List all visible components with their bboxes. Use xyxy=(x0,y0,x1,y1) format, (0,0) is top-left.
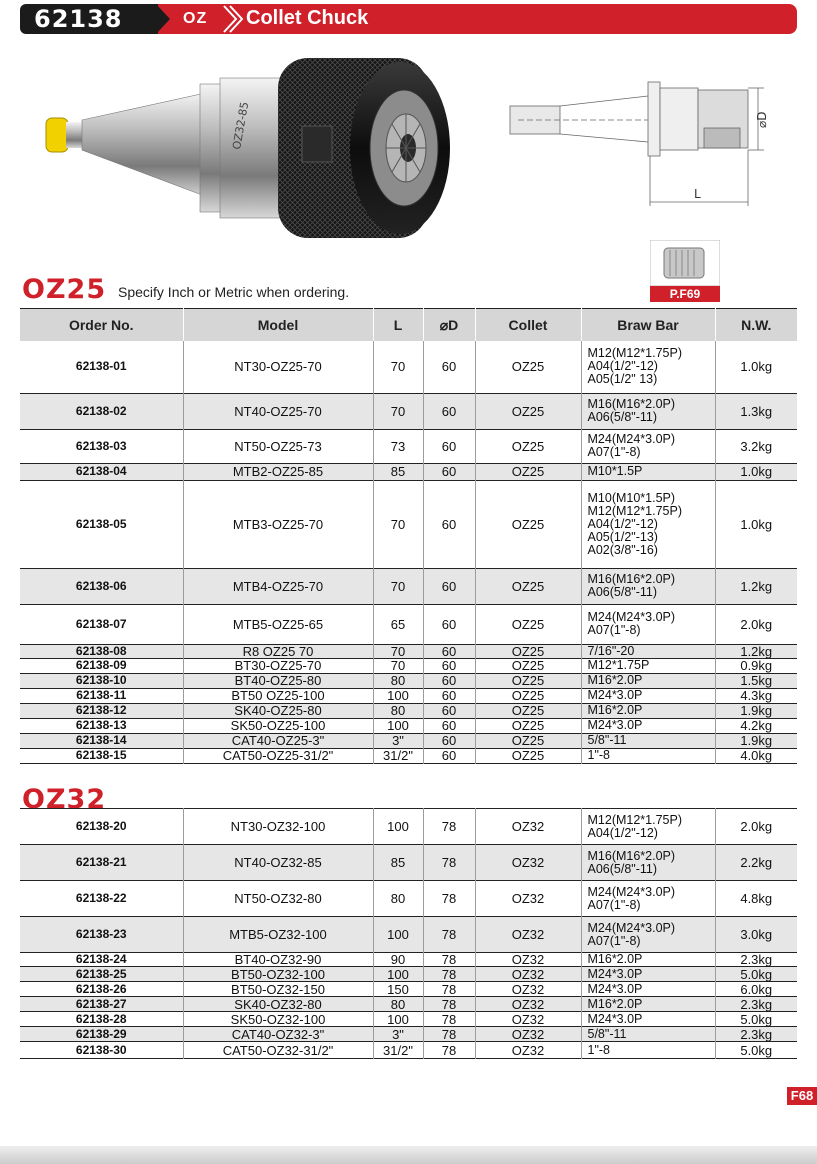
collet-cell: OZ25 xyxy=(475,393,581,429)
model-cell: MTB5-OZ32-100 xyxy=(183,917,373,953)
length-cell: 100 xyxy=(373,809,423,845)
table-row xyxy=(20,1042,797,1059)
order-no-cell: 62138-02 xyxy=(20,393,183,429)
diameter-cell: 78 xyxy=(423,809,475,845)
header-arrow xyxy=(156,4,170,34)
model-cell: NT40-OZ32-85 xyxy=(183,845,373,881)
length-cell: 70 xyxy=(373,393,423,429)
order-no-cell: 62138-21 xyxy=(20,845,183,881)
draw-bar-line: M10(M10*1.5P) xyxy=(587,490,676,505)
draw-bar-cell xyxy=(581,748,715,763)
length-cell: 150 xyxy=(373,982,423,997)
diameter-cell: 60 xyxy=(423,604,475,644)
draw-bar-line: A07(1"-8) xyxy=(587,445,641,459)
diameter-label: ⌀D xyxy=(755,111,769,128)
order-no-cell: 62138-05 xyxy=(75,516,127,531)
diameter-cell: 60 xyxy=(423,341,475,393)
length-cell: 85 xyxy=(373,845,423,881)
draw-bar-line: 1"-8 xyxy=(587,748,611,762)
draw-bar-line: 7/16"-20 xyxy=(587,643,635,658)
model-cell: BT40-OZ25-80 xyxy=(183,673,373,688)
draw-bar-cell xyxy=(581,718,715,733)
draw-bar-line: M24*3.0P xyxy=(587,1011,643,1026)
weight-cell: 1.2kg xyxy=(715,644,797,658)
model-cell: SK40-OZ25-80 xyxy=(183,703,373,718)
length-cell: 31/2" xyxy=(373,748,423,763)
order-no-cell: 62138-04 xyxy=(20,463,183,480)
draw-bar-cell xyxy=(581,1027,715,1042)
model-cell: BT30-OZ25-70 xyxy=(183,658,373,673)
order-no-cell: 62138-09 xyxy=(75,658,127,672)
collet-cell: OZ25 xyxy=(475,568,581,604)
col-model: Model xyxy=(183,309,373,342)
oz25-table-body xyxy=(20,341,797,763)
order-no-cell: 62138-28 xyxy=(75,1011,127,1026)
diameter-cell: 78 xyxy=(423,1042,475,1059)
draw-bar-line: M12(M12*1.75P) xyxy=(587,503,682,518)
col-net-weight: N.W. xyxy=(715,309,797,342)
weight-cell: 1.3kg xyxy=(715,393,797,429)
diameter-cell: 78 xyxy=(423,917,475,953)
col-order-no: Order No. xyxy=(20,309,183,342)
page-title: Collet Chuck xyxy=(246,7,369,29)
draw-bar-line: A02(3/8"-16) xyxy=(587,542,658,557)
draw-bar-line: A07(1"-8) xyxy=(587,623,641,637)
length-cell: 70 xyxy=(373,568,423,604)
length-cell: 3" xyxy=(373,733,423,748)
table-row xyxy=(20,658,797,673)
table-row xyxy=(20,568,797,604)
draw-bar-cell xyxy=(581,997,715,1012)
draw-bar-cell xyxy=(581,1042,715,1059)
order-no-cell: 62138-10 xyxy=(20,673,183,688)
diameter-cell: 78 xyxy=(423,881,475,917)
draw-bar-cell xyxy=(581,480,715,568)
model-cell: R8 OZ25 70 xyxy=(183,644,373,658)
model-cell: SK50-OZ25-100 xyxy=(183,718,373,733)
model-cell: MTB4-OZ25-70 xyxy=(183,568,373,604)
diameter-cell: 78 xyxy=(423,1012,475,1027)
col-collet: Collet xyxy=(475,309,581,342)
draw-bar-line: A05(1/2"-13) xyxy=(587,529,658,544)
draw-bar-cell xyxy=(581,463,715,480)
table-row xyxy=(20,967,797,982)
diameter-cell: 60 xyxy=(423,673,475,688)
collet-chuck-photo xyxy=(40,50,460,260)
diameter-cell: 78 xyxy=(423,967,475,982)
table-row xyxy=(20,982,797,997)
page-header xyxy=(20,4,797,34)
draw-bar-line: 5/8"-11 xyxy=(587,733,627,747)
order-no-cell: 62138-01 xyxy=(75,359,127,374)
weight-cell: 3.0kg xyxy=(715,917,797,953)
model-cell: MTB5-OZ25-65 xyxy=(183,604,373,644)
draw-bar-line: M12*1.75P xyxy=(587,658,650,672)
draw-bar-cell xyxy=(581,658,715,673)
draw-bar-line: M16*2.0P xyxy=(587,996,643,1011)
weight-cell: 2.0kg xyxy=(715,809,797,845)
draw-bar-cell xyxy=(581,881,715,917)
length-cell: 80 xyxy=(373,673,423,688)
length-cell: 100 xyxy=(373,967,423,982)
weight-cell: 5.0kg xyxy=(715,1012,797,1027)
table-header-row xyxy=(20,309,797,342)
order-no-cell: 62138-20 xyxy=(75,819,127,833)
col-diameter: ⌀D xyxy=(423,309,475,342)
length-cell: 65 xyxy=(373,604,423,644)
order-no-cell: 62138-11 xyxy=(76,688,127,702)
length-cell: 100 xyxy=(373,917,423,953)
draw-bar-cell xyxy=(581,967,715,982)
table-row xyxy=(20,1027,797,1042)
table-row xyxy=(20,604,797,644)
table-row xyxy=(20,733,797,748)
draw-bar-line: M24(M24*3.0P) xyxy=(587,610,676,624)
order-no-cell: 62138-24 xyxy=(75,952,127,966)
order-no-cell: 62138-29 xyxy=(20,1027,183,1042)
collet-cell: OZ25 xyxy=(475,463,581,480)
length-label: L xyxy=(694,187,701,201)
draw-bar-cell xyxy=(581,953,715,967)
collet-cell: OZ25 xyxy=(475,673,581,688)
draw-bar-line: M24*3.0P xyxy=(587,688,643,702)
page-number: F68 xyxy=(787,1087,817,1105)
chevron-right-icon xyxy=(218,4,248,34)
collet-cell: OZ25 xyxy=(475,733,581,748)
length-cell: 100 xyxy=(373,718,423,733)
weight-cell: 6.0kg xyxy=(715,982,797,997)
draw-bar-line: A04(1/2"-12) xyxy=(587,516,658,531)
engraving-text: OZ32-85 xyxy=(230,100,252,151)
draw-bar-cell xyxy=(581,673,715,688)
weight-cell: 3.2kg xyxy=(715,429,797,463)
order-no-cell: 62138-23 xyxy=(20,917,183,953)
draw-bar-cell xyxy=(581,644,715,658)
model-cell: NT50-OZ25-73 xyxy=(183,429,373,463)
model-cell: CAT50-OZ32-31/2" xyxy=(183,1042,373,1059)
model-cell: BT40-OZ32-90 xyxy=(183,953,373,967)
draw-bar-line: A07(1"-8) xyxy=(587,933,641,948)
draw-bar-cell xyxy=(581,1012,715,1027)
order-no-cell: 62138-27 xyxy=(20,997,183,1012)
draw-bar-line: M16*2.0P xyxy=(587,703,643,717)
model-cell: NT30-OZ25-70 xyxy=(183,341,373,393)
diameter-cell: 60 xyxy=(423,480,475,568)
weight-cell: 1.0kg xyxy=(715,480,797,568)
order-no-cell: 62138-30 xyxy=(75,1042,127,1057)
table-row xyxy=(20,703,797,718)
collet-cell: OZ25 xyxy=(475,718,581,733)
collet-cell: OZ25 xyxy=(475,480,581,568)
collet-cell: OZ25 xyxy=(475,658,581,673)
draw-bar-line: A06(5/8"-11) xyxy=(587,585,658,599)
length-cell: 80 xyxy=(373,703,423,718)
table-row xyxy=(20,997,797,1012)
weight-cell: 0.9kg xyxy=(715,658,797,673)
model-cell: CAT50-OZ25-31/2" xyxy=(183,748,373,763)
collet-cell: OZ32 xyxy=(475,1042,581,1059)
order-no-cell: 62138-12 xyxy=(20,703,183,718)
table-row xyxy=(20,917,797,953)
collet-cell: OZ25 xyxy=(475,429,581,463)
table-row xyxy=(20,809,797,845)
table-row xyxy=(20,463,797,480)
draw-bar-line: M24*3.0P xyxy=(587,981,643,996)
diameter-cell: 60 xyxy=(423,393,475,429)
draw-bar-line: 1"-8 xyxy=(587,1042,611,1057)
collet-cell: OZ32 xyxy=(475,997,581,1012)
length-cell: 80 xyxy=(373,881,423,917)
collet-cell: OZ32 xyxy=(475,953,581,967)
table-row xyxy=(20,393,797,429)
draw-bar-line: A06(5/8"-11) xyxy=(587,861,658,876)
draw-bar-line: 5/8"-11 xyxy=(587,1026,627,1041)
header-number-block xyxy=(20,4,158,34)
draw-bar-line: M24(M24*3.0P) xyxy=(587,432,676,446)
diameter-cell: 60 xyxy=(423,568,475,604)
diameter-cell: 60 xyxy=(423,658,475,673)
diameter-cell: 60 xyxy=(423,644,475,658)
table-row xyxy=(20,480,797,568)
diameter-cell: 60 xyxy=(423,429,475,463)
oz32-spec-table xyxy=(20,808,797,1059)
length-cell: 70 xyxy=(373,658,423,673)
diameter-cell: 78 xyxy=(423,982,475,997)
draw-bar-line: A04(1/2"-12) xyxy=(587,825,658,840)
draw-bar-cell xyxy=(581,568,715,604)
diameter-cell: 60 xyxy=(423,463,475,480)
table-row xyxy=(20,688,797,703)
order-no-cell: 62138-25 xyxy=(20,967,183,982)
table-row xyxy=(20,953,797,967)
weight-cell: 4.2kg xyxy=(715,718,797,733)
draw-bar-line: M24*3.0P xyxy=(587,966,643,981)
order-no-cell: 62138-03 xyxy=(75,438,127,453)
weight-cell: 5.0kg xyxy=(715,1042,797,1059)
diameter-cell: 60 xyxy=(423,688,475,703)
weight-cell: 2.3kg xyxy=(715,997,797,1012)
collet-cell: OZ32 xyxy=(475,881,581,917)
length-cell: 3" xyxy=(373,1027,423,1042)
length-cell: 85 xyxy=(373,463,423,480)
collet-cell: OZ25 xyxy=(475,644,581,658)
collet-cell: OZ25 xyxy=(475,688,581,703)
diameter-cell: 78 xyxy=(423,1027,475,1042)
table-row xyxy=(20,673,797,688)
oz25-spec-table xyxy=(20,308,797,764)
length-cell: 70 xyxy=(373,480,423,568)
oz32-table-body xyxy=(20,809,797,1059)
model-cell: BT50-OZ32-150 xyxy=(183,982,373,997)
draw-bar-line: M16(M16*2.0P) xyxy=(587,572,676,586)
order-no-cell: 62138-06 xyxy=(20,568,183,604)
col-length: L xyxy=(373,309,423,342)
order-no-cell: 62138-13 xyxy=(75,718,127,732)
draw-bar-cell xyxy=(581,845,715,881)
draw-bar-cell xyxy=(581,429,715,463)
draw-bar-line: M12(M12*1.75P) xyxy=(587,346,682,361)
col-draw-bar: Braw Bar xyxy=(581,309,715,342)
weight-cell: 1.2kg xyxy=(715,568,797,604)
table-row xyxy=(20,718,797,733)
draw-bar-line: M10*1.5P xyxy=(587,464,643,478)
weight-cell: 2.3kg xyxy=(715,953,797,967)
collet-cell: OZ25 xyxy=(475,341,581,393)
collet-cell: OZ25 xyxy=(475,604,581,644)
collet-cell: OZ32 xyxy=(475,967,581,982)
draw-bar-line: M16(M16*2.0P) xyxy=(587,397,676,411)
length-cell: 100 xyxy=(373,688,423,703)
model-cell: BT50 OZ25-100 xyxy=(183,688,373,703)
length-cell: 90 xyxy=(373,953,423,967)
model-cell: NT30-OZ32-100 xyxy=(183,809,373,845)
draw-bar-line: M24*3.0P xyxy=(587,718,643,732)
weight-cell: 5.0kg xyxy=(715,967,797,982)
order-no-cell: 62138-14 xyxy=(20,733,183,748)
draw-bar-cell xyxy=(581,393,715,429)
diameter-cell: 78 xyxy=(423,845,475,881)
table-row xyxy=(20,748,797,763)
order-no-cell: 62138-15 xyxy=(75,748,127,762)
weight-cell: 2.2kg xyxy=(715,845,797,881)
collet-cell: OZ32 xyxy=(475,809,581,845)
table-row xyxy=(20,1012,797,1027)
table-row xyxy=(20,341,797,393)
table-row xyxy=(20,881,797,917)
weight-cell: 4.3kg xyxy=(715,688,797,703)
diameter-cell: 60 xyxy=(423,748,475,763)
model-cell: MTB2-OZ25-85 xyxy=(183,463,373,480)
model-cell: NT50-OZ32-80 xyxy=(183,881,373,917)
collet-cell: OZ32 xyxy=(475,1012,581,1027)
product-number: 62138 xyxy=(34,5,123,33)
model-cell: SK40-OZ32-80 xyxy=(183,997,373,1012)
draw-bar-cell xyxy=(581,688,715,703)
diameter-cell: 78 xyxy=(423,997,475,1012)
draw-bar-line: M16(M16*2.0P) xyxy=(587,848,676,863)
order-no-cell: 62138-08 xyxy=(20,644,183,658)
table-row xyxy=(20,429,797,463)
length-cell: 31/2" xyxy=(373,1042,423,1059)
table-row xyxy=(20,845,797,881)
diameter-cell: 60 xyxy=(423,733,475,748)
collet-page-reference[interactable]: P.F69 xyxy=(650,286,720,302)
collet-cell: OZ32 xyxy=(475,1027,581,1042)
footer-bar xyxy=(0,1146,817,1164)
weight-cell: 2.0kg xyxy=(715,604,797,644)
draw-bar-line: M24(M24*3.0P) xyxy=(587,884,676,899)
length-cell: 70 xyxy=(373,644,423,658)
length-cell: 100 xyxy=(373,1012,423,1027)
model-cell: SK50-OZ32-100 xyxy=(183,1012,373,1027)
collet-cell: OZ32 xyxy=(475,845,581,881)
series-label: OZ xyxy=(183,10,208,27)
draw-bar-line: A07(1"-8) xyxy=(587,897,641,912)
draw-bar-line: M16*2.0P xyxy=(587,952,643,966)
draw-bar-line: M24(M24*3.0P) xyxy=(587,920,676,935)
weight-cell: 1.9kg xyxy=(715,733,797,748)
draw-bar-line: A05(1/2" 13) xyxy=(587,372,658,387)
order-no-cell: 62138-22 xyxy=(75,891,127,905)
diameter-cell: 78 xyxy=(423,953,475,967)
dimension-drawing xyxy=(508,78,788,213)
draw-bar-line: M16*2.0P xyxy=(587,673,643,687)
draw-bar-cell xyxy=(581,703,715,718)
model-cell: MTB3-OZ25-70 xyxy=(183,480,373,568)
section-title-oz25: OZ25 xyxy=(22,274,107,305)
weight-cell: 1.9kg xyxy=(715,703,797,718)
length-cell: 73 xyxy=(373,429,423,463)
diameter-cell: 60 xyxy=(423,703,475,718)
collet-cell: OZ25 xyxy=(475,748,581,763)
weight-cell: 2.3kg xyxy=(715,1027,797,1042)
diameter-cell: 60 xyxy=(423,718,475,733)
draw-bar-line: A04(1/2"-12) xyxy=(587,359,658,374)
draw-bar-cell xyxy=(581,809,715,845)
length-cell: 70 xyxy=(373,341,423,393)
draw-bar-line: M12(M12*1.75P) xyxy=(587,812,682,827)
section-title-oz32: OZ32 xyxy=(22,784,107,815)
model-cell: CAT40-OZ32-3" xyxy=(183,1027,373,1042)
collet-cell: OZ32 xyxy=(475,917,581,953)
weight-cell: 4.0kg xyxy=(715,748,797,763)
draw-bar-cell xyxy=(581,982,715,997)
weight-cell: 1.5kg xyxy=(715,673,797,688)
draw-bar-cell xyxy=(581,733,715,748)
weight-cell: 4.8kg xyxy=(715,881,797,917)
collet-cell: OZ25 xyxy=(475,703,581,718)
model-cell: BT50-OZ32-100 xyxy=(183,967,373,982)
draw-bar-cell xyxy=(581,341,715,393)
draw-bar-line: A06(5/8"-11) xyxy=(587,410,658,424)
table-row xyxy=(20,644,797,658)
weight-cell: 1.0kg xyxy=(715,463,797,480)
collet-cell: OZ32 xyxy=(475,982,581,997)
model-cell: NT40-OZ25-70 xyxy=(183,393,373,429)
length-cell: 80 xyxy=(373,997,423,1012)
model-cell: CAT40-OZ25-3" xyxy=(183,733,373,748)
ordering-note: Specify Inch or Metric when ordering. xyxy=(118,284,350,300)
draw-bar-cell xyxy=(581,604,715,644)
order-no-cell: 62138-07 xyxy=(75,616,127,631)
order-no-cell: 62138-26 xyxy=(75,981,127,996)
weight-cell: 1.0kg xyxy=(715,341,797,393)
draw-bar-cell xyxy=(581,917,715,953)
